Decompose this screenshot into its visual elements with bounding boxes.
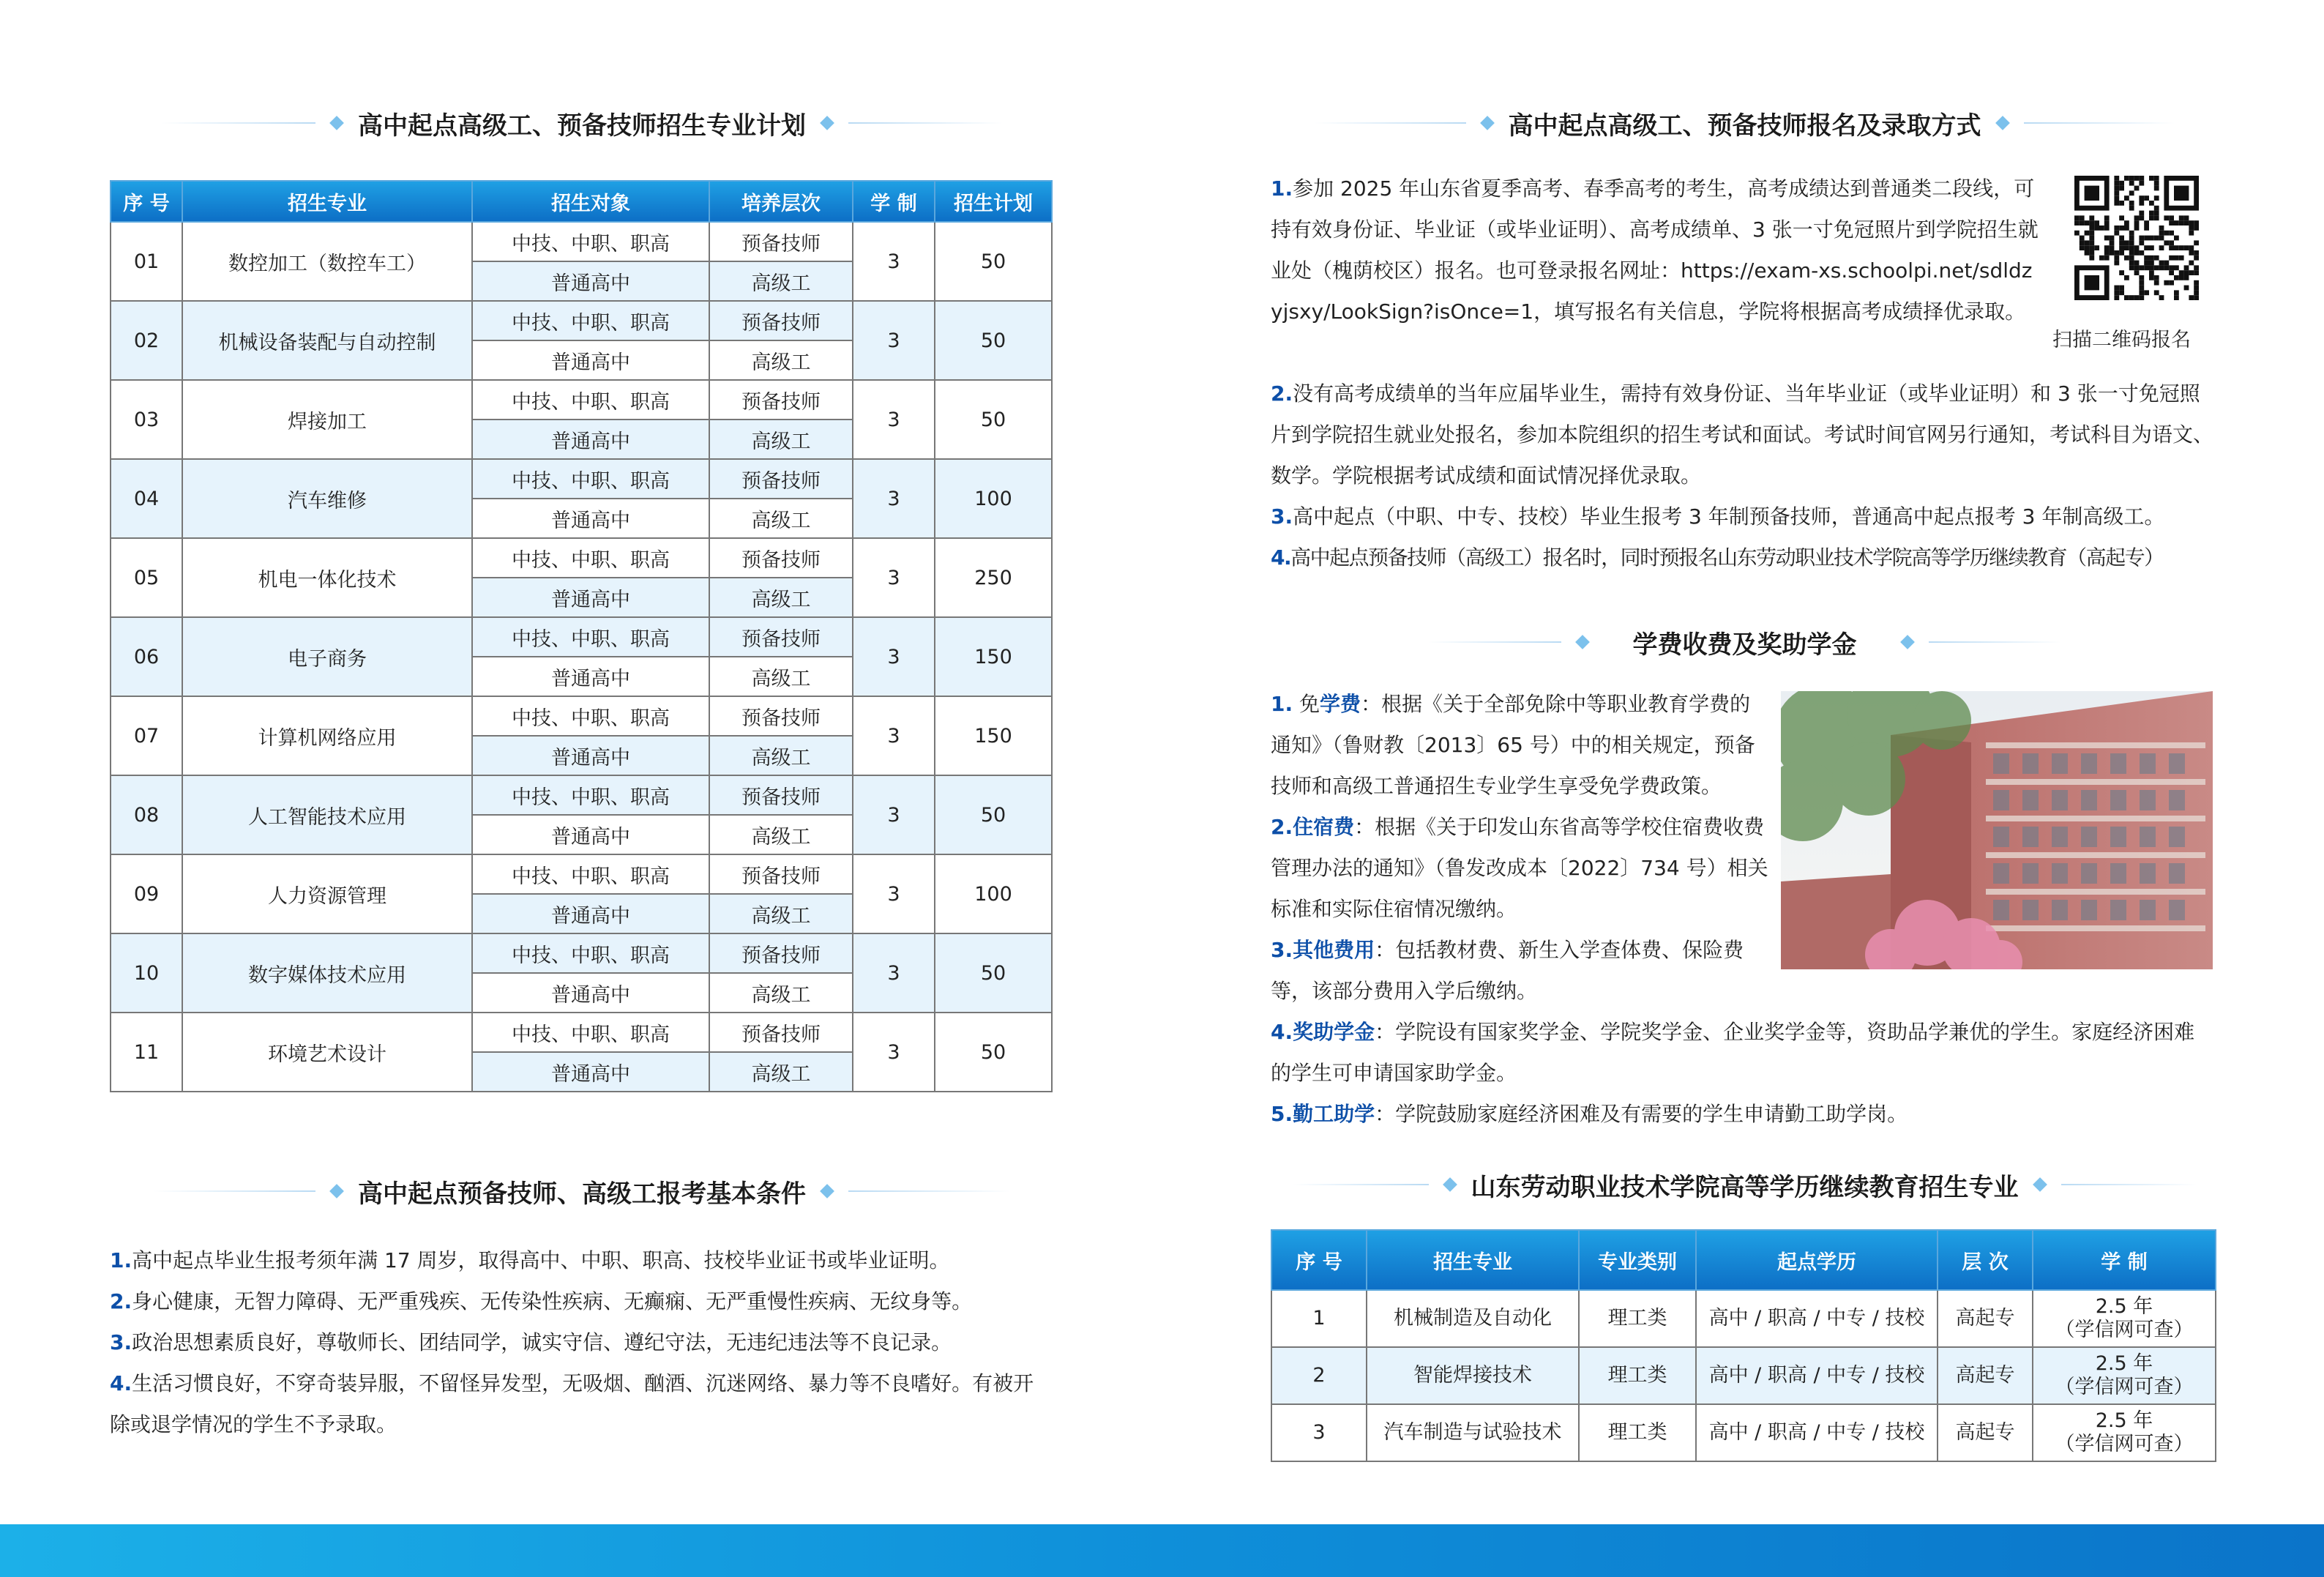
header-major: 招生专业 [1367, 1230, 1579, 1290]
table-row [111, 538, 1052, 578]
cell-years: 3 [853, 301, 935, 380]
condition-item: 2.身心健康，无智力障碍、无严重残疾、无传染性疾病、无癫痫、无严重慢性疾病、无纹身等。 [110, 1289, 973, 1313]
header-years: 学 制 [2033, 1230, 2216, 1290]
header-plan: 招生计划 [935, 181, 1052, 222]
cell-level: 预备技师 [709, 538, 853, 578]
header-start: 起点学历 [1696, 1230, 1938, 1290]
cell-target: 中技、中职、职高 [472, 933, 709, 973]
cell-level: 高级工 [709, 973, 853, 1013]
header-target: 招生对象 [472, 181, 709, 222]
cont-section-title [1293, 1163, 2197, 1207]
cell-level: 预备技师 [709, 459, 853, 499]
cell-major: 数控加工（数控车工） [182, 222, 472, 301]
cell-target: 普通高中 [472, 340, 709, 380]
cell-target: 中技、中职、职高 [472, 459, 709, 499]
reg-item: 4.高中起点预备技师（高级工）报名时，同时预报名山东劳动职业技术学院高等学历继续教育（高起专） [1271, 545, 2164, 570]
cell-target: 普通高中 [472, 736, 709, 775]
cell-level: 预备技师 [709, 1013, 853, 1052]
reg-items-rest [1271, 373, 2215, 578]
diamond-icon [1575, 635, 1590, 649]
diamond-icon [1443, 1177, 1457, 1192]
cell-level: 高起专 [1938, 1290, 2033, 1347]
cell-target: 普通高中 [472, 894, 709, 933]
cond-title: 高中起点预备技师、高级工报考基本条件 [358, 1179, 806, 1209]
cell-years: 3 [853, 1013, 935, 1092]
cell-target: 中技、中职、职高 [472, 1013, 709, 1052]
cell-no: 07 [111, 696, 182, 775]
cell-no: 2 [1271, 1347, 1367, 1404]
years-value: 2.5 年 [2095, 1352, 2153, 1375]
table-row [111, 854, 1052, 894]
table-row [111, 380, 1052, 420]
title-line [2024, 122, 2175, 124]
cell-target: 普通高中 [472, 657, 709, 696]
cell-years: 3 [853, 775, 935, 854]
cell-level: 高级工 [709, 578, 853, 617]
cell-plan: 50 [935, 301, 1052, 380]
title-line [161, 122, 315, 124]
cell-category: 理工类 [1579, 1404, 1696, 1461]
cell-years: 3 [853, 933, 935, 1013]
diamond-icon [820, 1184, 834, 1198]
years-value: 2.5 年 [2095, 1409, 2153, 1432]
cont-table [1271, 1229, 2216, 1462]
cell-years: 3 [853, 854, 935, 933]
fee-item: 4.奖助学金：学院设有国家奖学金、学院奖学金、企业奖学金等，资助品学兼优的学生。家庭经济困难的学生可申请国家助学金。 [1271, 1020, 2195, 1085]
table-row [111, 775, 1052, 815]
table-row [111, 617, 1052, 657]
cell-major: 环境艺术设计 [182, 1013, 472, 1092]
cell-major: 焊接加工 [182, 380, 472, 459]
table-row [111, 459, 1052, 499]
cell-plan: 100 [935, 459, 1052, 538]
cell-target: 中技、中职、职高 [472, 222, 709, 261]
table-row [111, 696, 1052, 736]
cell-major: 机械设备装配与自动控制 [182, 301, 472, 380]
years-note: （学信网可查） [2055, 1433, 2194, 1455]
cell-major: 计算机网络应用 [182, 696, 472, 775]
title-line [1293, 1184, 1429, 1185]
campus-building-photo [1781, 691, 2213, 969]
cell-level: 高级工 [709, 420, 853, 459]
table-row [111, 301, 1052, 340]
cell-major: 数字媒体技术应用 [182, 933, 472, 1013]
cell-major: 人力资源管理 [182, 854, 472, 933]
cell-plan: 150 [935, 696, 1052, 775]
diamond-icon [329, 1184, 344, 1198]
cell-major: 汽车维修 [182, 459, 472, 538]
conditions-list [110, 1240, 1051, 1445]
cell-level: 预备技师 [709, 617, 853, 657]
condition-item: 4.生活习惯良好，不穿奇装异服，不留怪异发型，无吸烟、酗酒、沉迷网络、暴力等不良嗜好。有被开除或退学情况的学生不予录取。 [110, 1371, 1034, 1436]
cell-years: 3 [853, 459, 935, 538]
cell-level: 高级工 [709, 499, 853, 538]
reg-item: 3.高中起点（中职、中专、技校）毕业生报考 3 年制预备技师，普通高中起点报考 3 年制高级工。 [1271, 504, 2165, 529]
cell-level: 高级工 [709, 657, 853, 696]
title-line [154, 1190, 315, 1192]
fee-items-lower [1271, 1012, 2215, 1135]
header-level: 层 次 [1938, 1230, 2033, 1290]
cell-start: 高中 / 职高 / 中专 / 技校 [1696, 1404, 1938, 1461]
table-row [1271, 1347, 2216, 1404]
title-line [1428, 641, 1561, 643]
qr-caption: 扫描二维码报名 [2052, 329, 2191, 351]
cell-level: 预备技师 [709, 222, 853, 261]
fee-item: 5.勤工助学：学院鼓励家庭经济困难及有需要的学生申请勤工助学岗。 [1271, 1102, 1908, 1126]
fee-item: 2.住宿费：根据《关于印发山东省高等学校住宿费收费管理办法的通知》（鲁发改成本〔2022〕734 号）相关标准和实际住宿情况缴纳。 [1271, 815, 1768, 921]
cell-no: 3 [1271, 1404, 1367, 1461]
cell-no: 09 [111, 854, 182, 933]
cell-years: 3 [853, 696, 935, 775]
diamond-icon [1900, 635, 1915, 649]
cell-major: 机械制造及自动化 [1367, 1290, 1579, 1347]
cell-target: 普通高中 [472, 420, 709, 459]
reg-section-title [1315, 101, 2175, 145]
header-no: 序 号 [111, 181, 182, 222]
cell-start: 高中 / 职高 / 中专 / 技校 [1696, 1347, 1938, 1404]
table-row [111, 222, 1052, 261]
cell-no: 04 [111, 459, 182, 538]
cond-section-title [154, 1169, 1010, 1213]
cell-level: 高级工 [709, 261, 853, 301]
cell-target: 普通高中 [472, 1052, 709, 1092]
fee-title: 学费收费及奖助学金 [1632, 630, 1857, 660]
cell-target: 中技、中职、职高 [472, 380, 709, 420]
cell-level: 预备技师 [709, 301, 853, 340]
title-line [848, 122, 1003, 124]
cell-level: 高级工 [709, 736, 853, 775]
diamond-icon [1480, 116, 1495, 130]
table-row [1271, 1290, 2216, 1347]
cell-years [2033, 1290, 2216, 1347]
cell-plan: 50 [935, 1013, 1052, 1092]
cell-plan: 150 [935, 617, 1052, 696]
cell-major: 智能焊接技术 [1367, 1347, 1579, 1404]
cell-major: 汽车制造与试验技术 [1367, 1404, 1579, 1461]
cell-level: 高级工 [709, 815, 853, 854]
condition-item: 1.高中起点毕业生报考须年满 17 周岁，取得高中、中职、职高、技校毕业证书或毕业证明。 [110, 1248, 950, 1272]
reg-item-1: 1.参加 2025 年山东省夏季高考、春季高考的考生，高考成绩达到普通类二段线，可持有效身份证、毕业证（或毕业证明）、高考成绩单、3 张一寸免冠照片到学院招生就业处（槐荫校区）报名。也可登录报名网址：https://exam-xs.schoolpi.net/sdldzyjsxy/LookSign?isOnce=1，填写报名有关信息，学院将根据高考成绩择优录取。 [1271, 176, 2039, 324]
reg-title: 高中起点高级工、预备技师报名及录取方式 [1508, 111, 1981, 141]
cell-no: 02 [111, 301, 182, 380]
cell-years: 3 [853, 538, 935, 617]
cell-years: 3 [853, 380, 935, 459]
cell-plan: 50 [935, 933, 1052, 1013]
cell-target: 中技、中职、职高 [472, 617, 709, 657]
cell-years [2033, 1404, 2216, 1461]
reg-item: 2.没有高考成绩单的当年应届毕业生，需持有效身份证、当年毕业证（或毕业证明）和 3 张一寸免冠照片到学院招生就业处报名，参加本院组织的招生考试和面试。考试时间官网另行通知，考试科目为语文、数学。学院根据考试成绩和面试情况择优录取。 [1271, 381, 2214, 488]
cell-level: 高起专 [1938, 1404, 2033, 1461]
cell-no: 10 [111, 933, 182, 1013]
cell-level: 高级工 [709, 894, 853, 933]
years-note: （学信网可查） [2055, 1376, 2194, 1398]
cell-plan: 50 [935, 775, 1052, 854]
cell-years: 3 [853, 222, 935, 301]
cell-no: 11 [111, 1013, 182, 1092]
cell-target: 普通高中 [472, 815, 709, 854]
cell-target: 普通高中 [472, 261, 709, 301]
cell-no: 1 [1271, 1290, 1367, 1347]
header-level: 培养层次 [709, 181, 853, 222]
cell-no: 03 [111, 380, 182, 459]
title-line [1315, 122, 1466, 124]
cell-target: 中技、中职、职高 [472, 538, 709, 578]
cell-level: 预备技师 [709, 380, 853, 420]
cell-plan: 50 [935, 380, 1052, 459]
cell-target: 中技、中职、职高 [472, 301, 709, 340]
cell-no: 08 [111, 775, 182, 854]
years-value: 2.5 年 [2095, 1295, 2153, 1318]
years-note: （学信网可查） [2055, 1319, 2194, 1341]
title-line [2061, 1184, 2197, 1185]
cell-target: 中技、中职、职高 [472, 775, 709, 815]
cell-level: 预备技师 [709, 775, 853, 815]
cell-start: 高中 / 职高 / 中专 / 技校 [1696, 1290, 1938, 1347]
fee-items-upper [1271, 684, 1768, 1012]
qr-code-icon[interactable] [2074, 176, 2199, 300]
cell-level: 预备技师 [709, 854, 853, 894]
cell-no: 01 [111, 222, 182, 301]
cell-plan: 250 [935, 538, 1052, 617]
cell-target: 中技、中职、职高 [472, 854, 709, 894]
cont-table-header [1271, 1230, 2216, 1290]
cell-plan: 50 [935, 222, 1052, 301]
diamond-icon [1995, 116, 2010, 130]
cell-no: 05 [111, 538, 182, 617]
cell-category: 理工类 [1579, 1290, 1696, 1347]
header-years: 学 制 [853, 181, 935, 222]
table-row [111, 933, 1052, 973]
cell-level: 预备技师 [709, 696, 853, 736]
cell-years [2033, 1347, 2216, 1404]
header-category: 专业类别 [1579, 1230, 1696, 1290]
cell-major: 人工智能技术应用 [182, 775, 472, 854]
title-line [1929, 641, 2062, 643]
cell-target: 普通高中 [472, 578, 709, 617]
fee-item: 3.其他费用：包括教材费、新生入学查体费、保险费等，该部分费用入学后缴纳。 [1271, 938, 1744, 1003]
fee-item: 1. 免学费：根据《关于全部免除中等职业教育学费的通知》（鲁财教〔2013〕65 号）中的相关规定，预备技师和高级工普通招生专业学生享受免学费政策。 [1271, 692, 1755, 798]
cell-major: 电子商务 [182, 617, 472, 696]
cell-level: 高级工 [709, 1052, 853, 1092]
cell-target: 普通高中 [472, 499, 709, 538]
title-line [848, 1190, 1010, 1192]
cell-level: 预备技师 [709, 933, 853, 973]
cell-major: 机电一体化技术 [182, 538, 472, 617]
table-row [1271, 1404, 2216, 1461]
header-no: 序 号 [1271, 1230, 1367, 1290]
cell-years: 3 [853, 617, 935, 696]
diamond-icon [820, 116, 834, 130]
cell-plan: 100 [935, 854, 1052, 933]
table-row [111, 1013, 1052, 1052]
cell-target: 普通高中 [472, 973, 709, 1013]
header-major: 招生专业 [182, 181, 472, 222]
diamond-icon [2033, 1177, 2047, 1192]
cell-category: 理工类 [1579, 1347, 1696, 1404]
plan-section-title [161, 101, 1003, 145]
cell-level: 高起专 [1938, 1347, 2033, 1404]
diamond-icon [329, 116, 344, 130]
cell-target: 中技、中职、职高 [472, 696, 709, 736]
fee-section-title [1428, 620, 2061, 664]
bottom-band [0, 1524, 2324, 1577]
condition-item: 3.政治思想素质良好，尊敬师长、团结同学，诚实守信、遵纪守法，无违纪违法等不良记录。 [110, 1330, 952, 1354]
cell-no: 06 [111, 617, 182, 696]
plan-table-header [111, 181, 1052, 222]
cell-level: 高级工 [709, 340, 853, 380]
cont-title: 山东劳动职业技术学院高等学历继续教育招生专业 [1471, 1172, 2019, 1202]
plan-table [110, 180, 1053, 1092]
plan-title: 高中起点高级工、预备技师招生专业计划 [358, 111, 806, 141]
